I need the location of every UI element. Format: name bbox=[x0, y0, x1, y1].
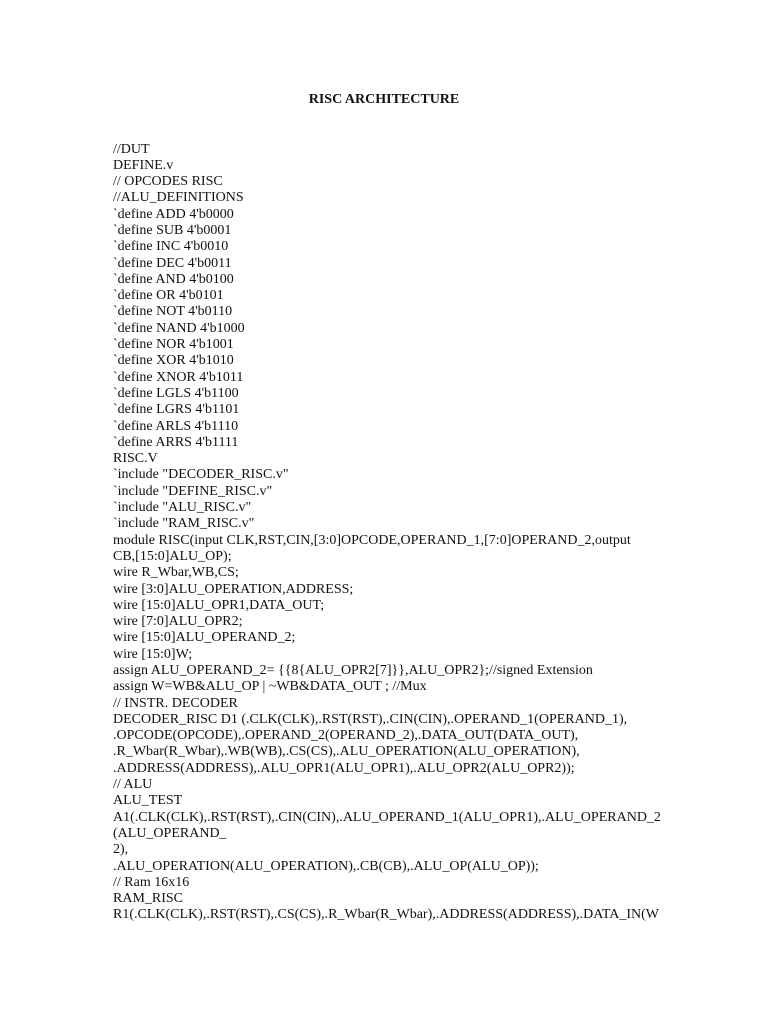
code-line: DEFINE.v bbox=[113, 157, 174, 173]
code-line: `include "DEFINE_RISC.v" bbox=[113, 483, 273, 499]
code-line: wire [15:0]ALU_OPR1,DATA_OUT; bbox=[113, 597, 325, 613]
code-line: // INSTR. DECODER bbox=[113, 695, 238, 711]
code-line: RAM_RISC bbox=[113, 891, 184, 907]
document-title: RISC ARCHITECTURE bbox=[308, 92, 460, 107]
code-line: `define OR 4'b0101 bbox=[113, 288, 224, 304]
code-line: // OPCODES RISC bbox=[113, 174, 223, 190]
code-line: module RISC(input CLK,RST,CIN,[3:0]OPCODE,OPERAND_1,[7:0]OPERAND_2,output bbox=[113, 532, 631, 548]
code-line: (ALU_OPERAND_ bbox=[113, 825, 227, 841]
code-line: `define AND 4'b0100 bbox=[113, 271, 234, 287]
code-line: DECODER_RISC D1 (.CLK(CLK),.RST(RST),.CIN(CIN),.OPERAND_1(OPERAND_1), bbox=[113, 711, 628, 727]
code-line: `define NOR 4'b1001 bbox=[113, 337, 234, 353]
code-line: // Ram 16x16 bbox=[113, 874, 190, 890]
code-line: `include "DECODER_RISC.v" bbox=[113, 467, 289, 483]
code-line: wire R_Wbar,WB,CS; bbox=[113, 565, 239, 581]
code-line: `define LGRS 4'b1101 bbox=[113, 402, 240, 418]
code-line: RISC.V bbox=[113, 451, 158, 467]
code-line: `define ARLS 4'b1110 bbox=[113, 418, 239, 434]
code-line: `define INC 4'b0010 bbox=[113, 239, 229, 255]
code-line: wire [15:0]W; bbox=[113, 646, 193, 662]
code-line: `define DEC 4'b0011 bbox=[113, 255, 232, 271]
code-line: 2), bbox=[113, 842, 129, 858]
code-line: .ALU_OPERATION(ALU_OPERATION),.CB(CB),.ALU_OP(ALU_OP)); bbox=[113, 858, 539, 874]
code-line: assign ALU_OPERAND_2= {{8{ALU_OPR2[7]}},ALU_OPR2};//signed Extension bbox=[113, 663, 593, 678]
code-line: // ALU bbox=[113, 777, 153, 793]
code-line: `define ADD 4'b0000 bbox=[113, 206, 234, 222]
code-line: `define XOR 4'b1010 bbox=[113, 353, 234, 369]
code-line: A1(.CLK(CLK),.RST(RST),.CIN(CIN),.ALU_OPERAND_1(ALU_OPR1),.ALU_OPERAND_2 bbox=[113, 809, 661, 825]
code-line: `define LGLS 4'b1100 bbox=[113, 385, 239, 401]
code-line: `define NOT 4'b0110 bbox=[113, 304, 233, 320]
code-line: .R_Wbar(R_Wbar),.WB(WB),.CS(CS),.ALU_OPERATION(ALU_OPERATION), bbox=[113, 744, 580, 760]
code-line: `define NAND 4'b1000 bbox=[113, 320, 245, 336]
code-line: .OPCODE(OPCODE),.OPERAND_2(OPERAND_2),.DATA_OUT(DATA_OUT), bbox=[113, 728, 579, 744]
code-line: `define SUB 4'b0001 bbox=[113, 222, 232, 238]
code-line: wire [7:0]ALU_OPR2; bbox=[113, 614, 243, 630]
code-line: wire [15:0]ALU_OPERAND_2; bbox=[113, 630, 296, 646]
code-line: `define XNOR 4'b1011 bbox=[113, 369, 244, 385]
code-line: CB,[15:0]ALU_OP); bbox=[113, 548, 232, 564]
code-line: wire [3:0]ALU_OPERATION,ADDRESS; bbox=[113, 581, 354, 597]
code-line: `include "RAM_RISC.v" bbox=[113, 516, 255, 532]
code-line: ALU_TEST bbox=[113, 793, 183, 809]
code-line: //DUT bbox=[113, 141, 150, 157]
code-line: //ALU_DEFINITIONS bbox=[113, 190, 244, 206]
code-line: `include "ALU_RISC.v" bbox=[113, 500, 252, 516]
code-line: .ADDRESS(ADDRESS),.ALU_OPR1(ALU_OPR1),.ALU_OPR2(ALU_OPR2)); bbox=[113, 760, 575, 776]
document-body bbox=[113, 142, 733, 924]
code-line: R1(.CLK(CLK),.RST(RST),.CS(CS),.R_Wbar(R_Wbar),.ADDRESS(ADDRESS),.DATA_IN(W bbox=[113, 907, 660, 923]
code-line: `define ARRS 4'b1111 bbox=[113, 434, 239, 450]
code-line: assign W=WB&ALU_OP | ~WB&DATA_OUT ; //Mux bbox=[113, 679, 427, 695]
